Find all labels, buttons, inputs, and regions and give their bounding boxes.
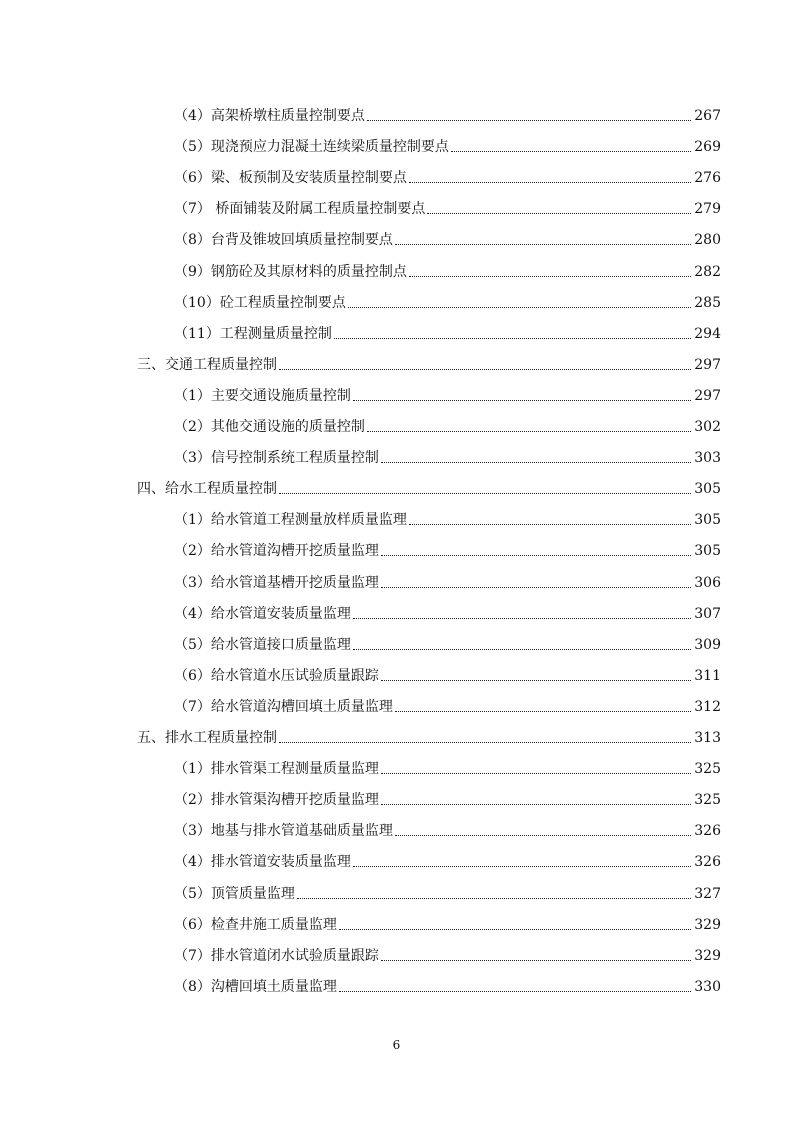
- toc-entry-title: （2）排水管渠沟槽开挖质量监理: [174, 792, 379, 809]
- dot-leader: [334, 337, 691, 339]
- toc-entry[interactable]: [0, 405, 793, 436]
- dot-leader: [409, 181, 691, 183]
- toc-entry-page: 325: [694, 792, 721, 809]
- dot-leader: [348, 306, 691, 308]
- toc-entry-title: 五、排水工程质量控制: [137, 730, 277, 746]
- dot-leader: [381, 679, 691, 681]
- toc-entry-page: 329: [694, 947, 721, 964]
- dot-leader: [409, 275, 691, 277]
- toc-entry-title: （4）高架桥墩柱质量控制要点: [174, 108, 365, 124]
- toc-entry-title: （8）沟槽回填土质量监理: [174, 978, 337, 995]
- dot-leader: [409, 523, 691, 525]
- toc-entry-title: （1）给水管道工程测量放样质量监理: [174, 512, 407, 529]
- toc-entry-title: （8）台背及锥坡回填质量控制要点: [174, 232, 393, 249]
- toc-entry-page: 325: [694, 761, 721, 778]
- toc-entry-title: 三、交通工程质量控制: [137, 356, 277, 373]
- dot-leader: [279, 741, 691, 743]
- toc-entry-page: 303: [694, 450, 721, 467]
- toc-entry-page: 279: [694, 201, 721, 218]
- dot-leader: [353, 399, 691, 401]
- dot-leader: [367, 430, 691, 432]
- toc-entry-title: （1）主要交通设施质量控制: [174, 387, 351, 404]
- toc-entry-title: （6）给水管道水压试验质量跟踪: [174, 667, 379, 684]
- toc-entry[interactable]: [0, 467, 793, 498]
- dot-leader: [353, 617, 691, 619]
- toc-entry[interactable]: [0, 218, 793, 249]
- toc-entry-title: （6）检查井施工质量监理: [174, 916, 337, 933]
- toc-entry-page: 294: [694, 325, 721, 342]
- dot-leader: [395, 834, 691, 836]
- toc-entry-title: 四、给水工程质量控制: [137, 481, 277, 498]
- toc-entry[interactable]: [0, 685, 793, 716]
- toc-entry-page: 297: [694, 387, 721, 404]
- toc-entry-page: 326: [694, 854, 721, 871]
- toc-entry-page: 280: [694, 232, 721, 249]
- toc-entry[interactable]: [0, 654, 793, 685]
- toc-entry-title: （4）给水管道安装质量监理: [174, 605, 351, 622]
- toc-entry[interactable]: [0, 778, 793, 809]
- toc-entry-page: 311: [694, 667, 721, 684]
- dot-leader: [339, 990, 691, 992]
- dot-leader: [427, 212, 691, 214]
- toc-entry-title: （7） 桥面铺装及附属工程质量控制要点: [174, 201, 426, 218]
- toc-entry-title: （9）钢筋砼及其原材料的质量控制点: [174, 263, 407, 280]
- toc-entry-page: 329: [694, 916, 721, 933]
- dot-leader: [381, 554, 691, 556]
- toc-entry[interactable]: [0, 623, 793, 654]
- dot-leader: [353, 865, 691, 867]
- toc-entry-page: 306: [694, 574, 721, 591]
- toc-entry[interactable]: [0, 436, 793, 467]
- toc-entry-title: （11）工程测量质量控制: [174, 325, 332, 342]
- toc-entry-title: （5）现浇预应力混凝土连续梁质量控制要点: [174, 139, 449, 156]
- toc-entry[interactable]: [0, 312, 793, 343]
- toc-entry[interactable]: [0, 156, 793, 187]
- dot-leader: [395, 710, 691, 712]
- toc-entry-title: （7）排水管道闭水试验质量跟踪: [174, 947, 379, 964]
- toc-entry-title: （5）顶管质量监理: [174, 885, 295, 902]
- page-number: 6: [392, 1038, 401, 1052]
- toc-entry[interactable]: [0, 872, 793, 903]
- dot-leader: [381, 461, 691, 463]
- toc-entry[interactable]: [0, 187, 793, 218]
- toc-entry[interactable]: [0, 840, 793, 871]
- dot-leader: [297, 897, 691, 899]
- dot-leader: [353, 648, 691, 650]
- toc-entry[interactable]: [0, 809, 793, 840]
- dot-leader: [381, 959, 691, 961]
- toc-entry-title: （5）给水管道接口质量监理: [174, 636, 351, 653]
- toc-entry[interactable]: [0, 529, 793, 560]
- toc-entry-page: 312: [694, 698, 721, 715]
- dot-leader: [381, 803, 691, 805]
- toc-entry-title: （2）给水管道沟槽开挖质量监理: [174, 543, 379, 560]
- toc-entry[interactable]: [0, 498, 793, 529]
- toc-entry-page: 307: [694, 605, 721, 622]
- toc-entry-page: 330: [694, 978, 721, 995]
- dot-leader: [451, 150, 691, 152]
- dot-leader: [395, 243, 691, 245]
- toc-entry[interactable]: [0, 561, 793, 592]
- toc-entry-title: （10）砼工程质量控制要点: [174, 294, 346, 311]
- toc-entry-title: （3）信号控制系统工程质量控制: [174, 450, 379, 467]
- toc-entry-page: 305: [694, 543, 721, 560]
- toc-entry[interactable]: [0, 94, 793, 125]
- toc-entry-title: （1）排水管渠工程测量质量监理: [174, 761, 379, 778]
- toc-entry[interactable]: [0, 716, 793, 747]
- toc-entry-title: （2）其他交通设施的质量控制: [174, 419, 365, 435]
- toc-entry[interactable]: [0, 343, 793, 374]
- toc-entry-page: 305: [694, 481, 721, 498]
- toc-entry-page: 285: [694, 294, 721, 311]
- toc-entry[interactable]: [0, 747, 793, 778]
- toc-entry-title: （7）给水管道沟槽回填土质量监理: [174, 698, 393, 715]
- toc-entry[interactable]: [0, 592, 793, 623]
- toc-entry-title: （4）排水管道安装质量监理: [174, 854, 351, 871]
- dot-leader: [367, 119, 691, 121]
- toc-entry[interactable]: [0, 903, 793, 934]
- toc-entry[interactable]: [0, 281, 793, 312]
- toc-entry-page: 282: [694, 263, 721, 280]
- dot-leader: [339, 928, 691, 930]
- toc-entry-page: 267: [694, 108, 721, 124]
- toc-entry-page: 302: [694, 419, 721, 435]
- toc-entry[interactable]: [0, 965, 793, 996]
- dot-leader: [381, 772, 691, 774]
- toc-entry-page: 297: [694, 356, 721, 373]
- dot-leader: [381, 586, 691, 588]
- toc-entry-page: 305: [694, 512, 721, 529]
- dot-leader: [279, 492, 691, 494]
- toc-entry-title: （3）给水管道基槽开挖质量监理: [174, 574, 379, 591]
- toc-entry-title: （6）梁、板预制及安装质量控制要点: [174, 170, 407, 187]
- toc-entry[interactable]: [0, 250, 793, 281]
- toc-entry-page: 326: [694, 823, 721, 840]
- toc-entry-page: 309: [694, 636, 721, 653]
- toc-entry[interactable]: [0, 125, 793, 156]
- toc-entry-page: 327: [694, 885, 721, 902]
- dot-leader: [279, 368, 691, 370]
- toc-entry-page: 269: [694, 139, 721, 156]
- toc-entry[interactable]: [0, 934, 793, 965]
- toc-entry-page: 313: [694, 730, 721, 746]
- toc-entry[interactable]: [0, 374, 793, 405]
- toc-entry-title: （3）地基与排水管道基础质量监理: [174, 823, 393, 840]
- toc-entry-page: 276: [694, 170, 721, 187]
